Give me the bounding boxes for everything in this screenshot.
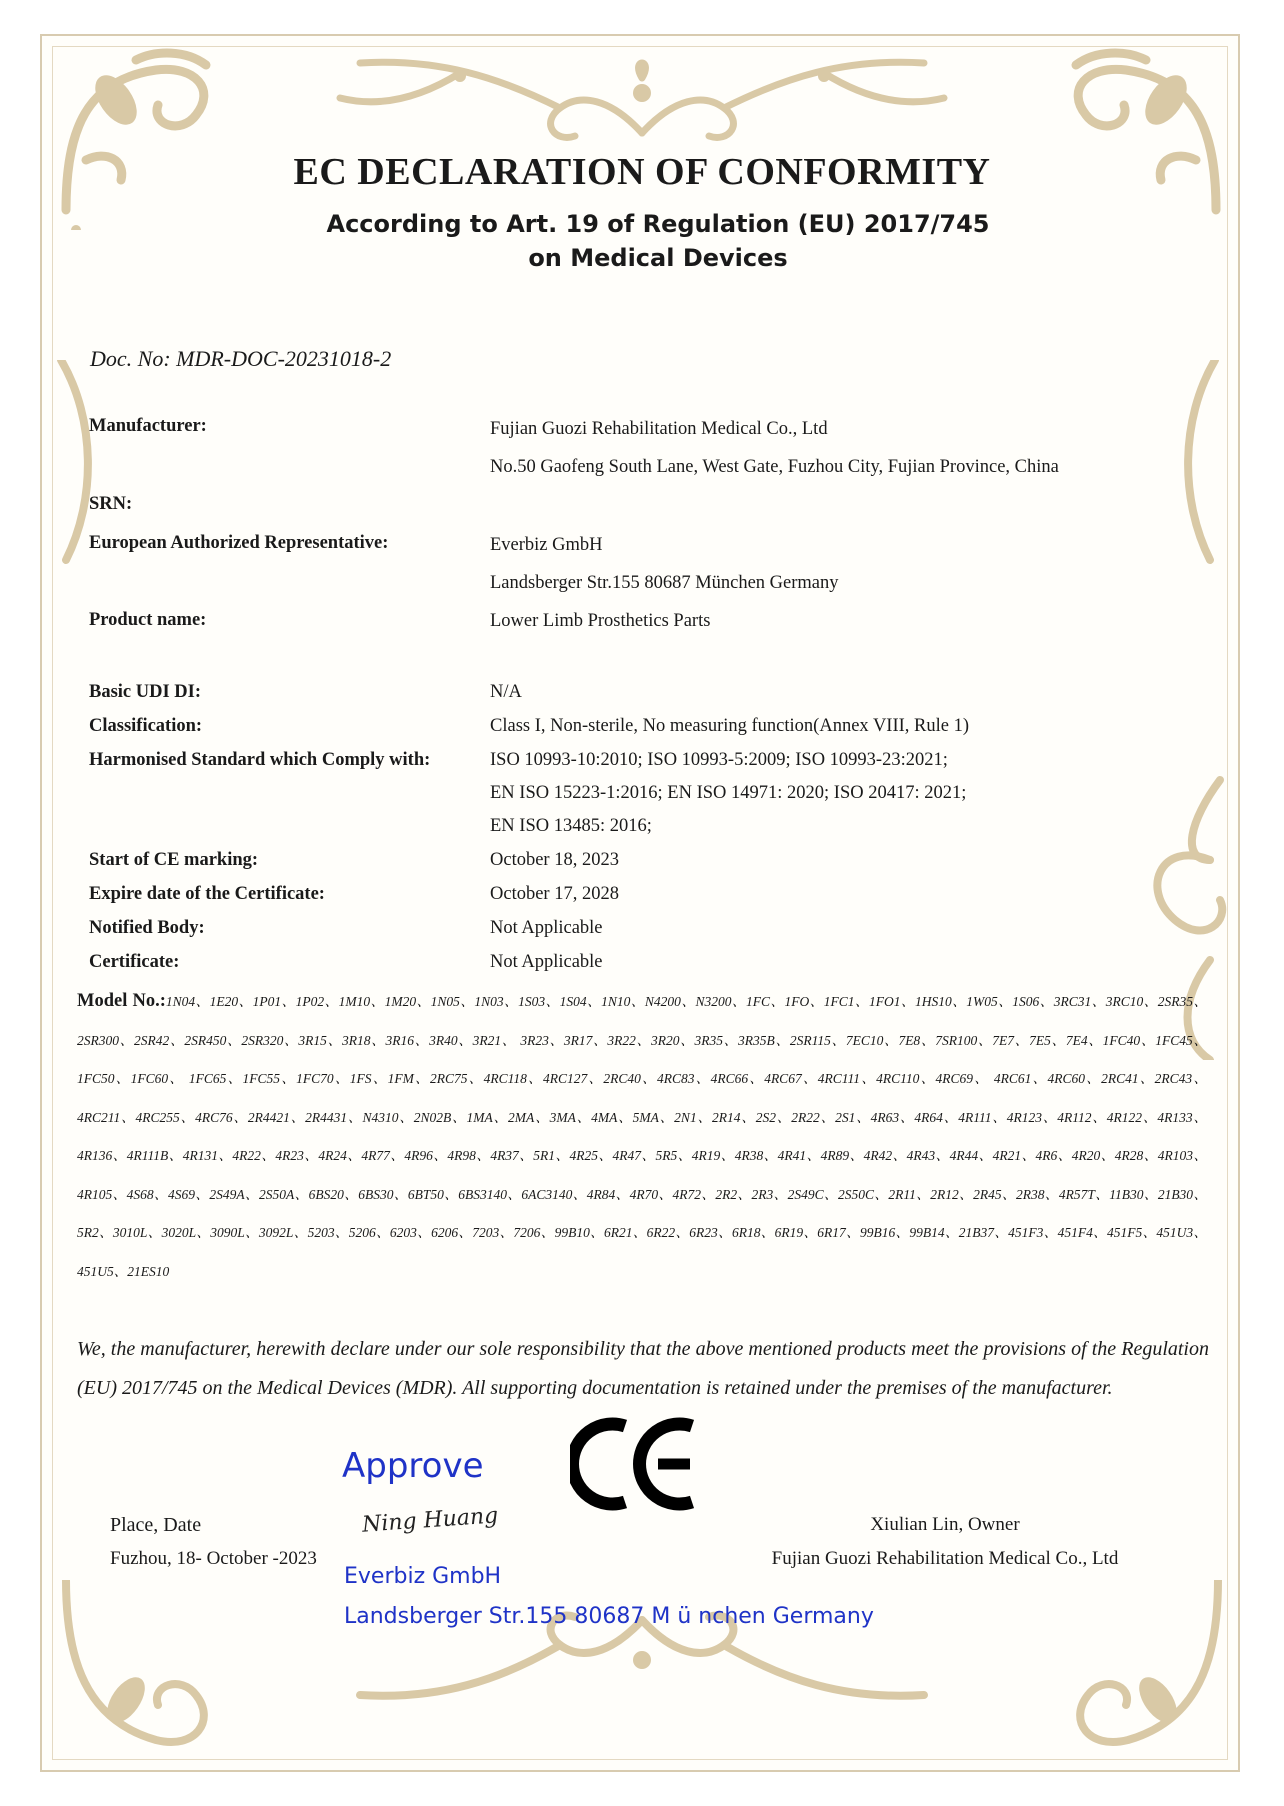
classification-label: Classification: — [89, 716, 203, 736]
standards-line: EN ISO 13485: 2016; — [490, 816, 652, 836]
model-number-label: Model No.: — [77, 991, 166, 1011]
side-ornament-icon — [1120, 360, 1230, 1060]
authorized-rep-label: European Authorized Representative: — [89, 533, 389, 553]
corner-ornament-icon — [1046, 40, 1236, 230]
handwritten-signature: Ning Huang — [361, 1503, 499, 1538]
model-number-values: 1N04、1E20、1P01、1P02、1M10、1M20、1N05、1N03、1S03、1S04、1N10、N4200、N3200、1FC、1FO、1FC1、1FO1、1HS10、1W05、1S06、3RC31、3RC10、2SR35、2SR300、2SR42、2SR450、2SR320、3R15、3R18、3R16、3R40、3R21、 3R23、3R17、3R22、3R20、3R35、3R35B、2SR115、7EC10、7E8、7SR100、7E7、7E5、7E4、1FC40、1FC45、1FC50、1FC60、 1FC65、1FC55、1FC70、1FS、1FM、2RC75、4RC118、4RC127、2RC40、4RC83、4RC66、4RC67、4RC111、4RC110、4RC69、 4RC61、4RC60、2RC41、2RC43、4RC211、4RC255、4RC76、2R4421、2R4431、N4310、2N02B、1MA、2MA、3MA、4MA、5MA、2N1、2R14、2S2、2R22、2S1、4R63、4R64、4R111、4R123、4R112、4R122、4R133、4R136、4R111B、4R131、4R22、4R23、4R24、4R77、4R96、4R98、4R37、5R1、4R25、4R47、5R5、4R19、4R38、4R41、4R89、4R42、4R43、4R44、4R21、4R6、4R20、4R28、4R103、4R105、4S68、4S69、2S49A、2S50A、6BS20、6BS30、6BT50、6BS3140、6AC3140、4R84、4R70、4R72、2R2、2R3、2S49C、2S50C、2R11、2R12、2R45、2R38、4R57T、11B30、21B30、5R2、3010L、3020L、3090L、3092L、5203、5206、6203、6206、7203、7206、99B10、6R21、6R22、6R23、6R18、6R19、6R17、99B16、99B14、21B37、451F3、451F4、451F5、451U3、451U5、21ES10 — [77, 994, 1207, 1279]
product-name-value: Lower Limb Prosthetics Parts — [490, 611, 711, 631]
rep-stamp-address: Landsberger Str.155 80687 M ü nchen Germany — [344, 1604, 874, 1629]
authorized-rep-name: Everbiz GmbH — [490, 535, 603, 555]
manufacturer-address: No.50 Gaofeng South Lane, West Gate, Fuzhou City, Fujian Province, China — [490, 457, 1059, 477]
document-subtitle: According to Art. 19 of Regulation (EU) 2017/745 — [326, 210, 990, 238]
notified-body-label: Notified Body: — [89, 918, 205, 938]
rep-stamp-name: Everbiz GmbH — [344, 1564, 502, 1589]
owner-company: Fujian Guozi Rehabilitation Medical Co., Ltd — [771, 1548, 1119, 1569]
corner-ornament-icon — [46, 40, 236, 230]
udi-value: N/A — [490, 682, 522, 702]
ce-start-label: Start of CE marking: — [89, 850, 259, 870]
declaration-statement: We, the manufacturer, herewith declare under our sole responsibility that the above mentioned products meet the provisions of the Regulation (EU) 2017/745 on the Medical Devices (MDR). All supporting documentation is retained under the premises of the manufacturer. — [77, 1338, 1209, 1399]
certificate-value: Not Applicable — [490, 952, 603, 972]
authorized-rep-address: Landsberger Str.155 80687 München Germany — [490, 573, 839, 593]
expire-date-label: Expire date of the Certificate: — [89, 884, 325, 904]
product-name-label: Product name: — [89, 610, 207, 630]
standards-line: EN ISO 15223-1:2016; EN ISO 14971: 2020; ISO 20417: 2021; — [490, 783, 967, 803]
certificate-label: Certificate: — [89, 952, 180, 972]
standards-line: ISO 10993-10:2010; ISO 10993-5:2009; ISO 10993-23:2021; — [490, 750, 948, 770]
ce-mark-icon — [570, 1414, 700, 1519]
notified-body-value: Not Applicable — [490, 918, 603, 938]
manufacturer-label: Manufacturer: — [89, 416, 207, 436]
place-date-value: Fuzhou, 18- October -2023 — [110, 1548, 317, 1569]
ce-start-value: October 18, 2023 — [490, 850, 619, 870]
document-title: EC DECLARATION OF CONFORMITY — [293, 151, 991, 193]
udi-label: Basic UDI DI: — [89, 682, 202, 702]
classification-value: Class I, Non-sterile, No measuring function(Annex VIII, Rule 1) — [490, 716, 970, 736]
document-subtitle: on Medical Devices — [528, 244, 788, 272]
side-ornament-icon — [46, 360, 146, 600]
model-number-list — [77, 982, 1207, 1291]
expire-date-value: October 17, 2028 — [490, 884, 619, 904]
document-number: Doc. No: MDR-DOC-20231018-2 — [90, 346, 392, 371]
manufacturer-name: Fujian Guozi Rehabilitation Medical Co., Ltd — [490, 419, 828, 439]
approve-stamp: Approve — [342, 1446, 484, 1486]
top-ornament-icon — [160, 38, 1124, 148]
srn-label: SRN: — [89, 494, 133, 514]
place-date-label: Place, Date — [110, 1514, 202, 1536]
standards-label: Harmonised Standard which Comply with: — [89, 750, 431, 770]
owner-name: Xiulian Lin, Owner — [870, 1514, 1020, 1535]
